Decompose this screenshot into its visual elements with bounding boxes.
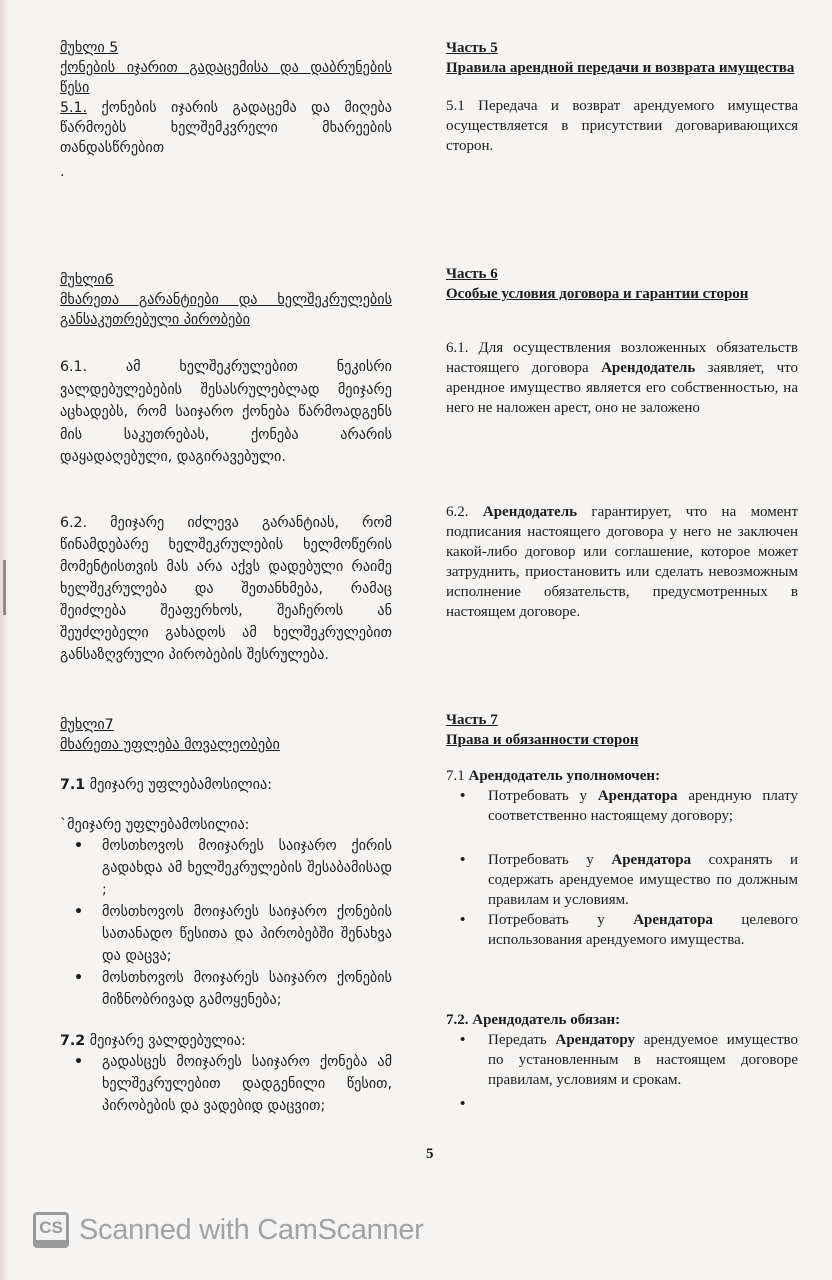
ru-part-7 (446, 710, 798, 950)
ka-article-5-subtitle: ქონების იჯარით გადაცემისა და დაბრუნების წესი (60, 60, 392, 96)
list-item-text: Передать (488, 1032, 556, 1048)
list-item: • მოსთხოვოს მოიჯარეს საიჯარო ქონების მიზნობრივად გამოყენება; (102, 967, 392, 1011)
ka-clause-7-1-text: მეიჯარე უფლებამოსილია: (85, 777, 272, 793)
ka-article-7-title: მუხლი7 (60, 717, 114, 733)
ka-article-6 (60, 270, 392, 469)
list-item-text: Потребовать у (488, 912, 634, 928)
ka-article-7-subtitle: მხარეთა უფლება მოვალეობები (60, 737, 280, 753)
list-item (488, 786, 798, 826)
ka-clause-7-2-block (60, 1031, 392, 1117)
camscanner-logo-icon: CS (33, 1212, 69, 1248)
list-item-text: Потребовать у (488, 788, 598, 804)
ka-article-7 (60, 715, 392, 1011)
ru-clause-6-2-text-a: 6.2. (446, 504, 483, 520)
list-item-bold: Арендатора (633, 912, 713, 928)
ru-clause-7-1-list (446, 786, 798, 950)
ru-clause-7-1 (446, 766, 798, 786)
ru-part-5-title: Часть 5 (446, 40, 498, 56)
ru-clause-6-1-text-b: заявляет, что арендное имущество является его собственностью, на него не наложен арест, оно не заложено (446, 360, 798, 416)
ka-article-5 (60, 38, 392, 182)
ru-clause-7-1-number: 7.1 (446, 768, 469, 784)
ka-clause-7-1-list (60, 835, 392, 1011)
ka-clause-6-2: 6.2. მეიჯარე იძლევა გარანტიას, რომ წინამდებარე ხელშეკრულების ხელმოწერის მომენტისთვის მას არა აქვს დადებული რაიმე ხელშეკრულება და შეთანხმება, რამაც შეიძლება შეაფერხოს, შეაჩეროს ან შეუძლებელი გახადოს ამ ხელშეკრულებით განსაზღვრული პირობების შესრულება. (60, 515, 392, 663)
ka-clause-7-2-text: მეიჯარე ვალდებულია: (85, 1033, 246, 1049)
list-item-empty (488, 1094, 798, 1114)
ka-clause-5-1 (60, 98, 392, 158)
ru-clause-6-2-bold: Арендодатель (482, 504, 578, 520)
ka-clause-7-1-repeat: `მეიჯარე უფლებამოსილია: (60, 817, 250, 833)
ka-article-6-subtitle: მხარეთა გარანტიები და ხელშეკრულების განსაკუთრებული პირობები (60, 292, 392, 328)
list-item: • მოსთხოვოს მოიჯარეს საიჯარო ქირის გადახდა ამ ხელშეკრულების შესაბამისად ; (102, 835, 392, 901)
ka-clause-7-1-number: 7.1 (60, 777, 86, 793)
ka-clause-7-2-list (60, 1051, 392, 1117)
list-item-bold: Арендатору (555, 1032, 635, 1048)
ru-part-7-title: Часть 7 (446, 712, 498, 728)
ru-clause-7-2-list (446, 1030, 798, 1114)
ru-clause-7-2-block (446, 1010, 798, 1114)
list-item-bold: Арендатора (597, 788, 678, 804)
ru-part-6 (446, 264, 798, 418)
ru-clause-6-2-block (446, 502, 798, 622)
page-number: 5 (426, 1146, 434, 1162)
ru-clause-6-1-text-a: 6.1. Для осуществления возложенных обязательств настоящего договора (446, 340, 798, 376)
ru-clause-6-1-bold: Арендодатель (601, 360, 696, 376)
list-item-bold: Арендатора (611, 852, 692, 868)
page-edge (0, 0, 8, 1280)
ru-clause-7-1-bold: Арендодатель уполномочен: (468, 768, 661, 784)
list-item-text: арендуемое имущество по установленным в настоящем договоре правилам, условиям и срокам. (488, 1032, 799, 1088)
list-item: • გადასცეს მოიჯარეს საიჯარო ქონება ამ ხელშეკრულებით დადგენილი წესით, პირობების და ვადებიდ დაცვით; (102, 1051, 392, 1117)
list-item (488, 1030, 798, 1090)
list-item-text: Потребовать у (488, 852, 612, 868)
ru-part-7-subtitle: Права и обязанности сторон (446, 732, 639, 748)
ru-clause-5-1: 5.1 Передача и возврат арендуемого имущества осуществляется в присутствии договаривающихся сторон. (446, 98, 798, 154)
ru-clause-7-2-bold: 7.2. Арендодатель обязан: (446, 1012, 621, 1028)
watermark-text: Scanned with CamScanner (79, 1213, 424, 1246)
binding-shadow (3, 560, 6, 615)
ka-clause-5-1-number: 5.1. (60, 100, 88, 116)
list-item (488, 850, 798, 910)
ru-clause-6-2 (446, 502, 798, 622)
ka-dot: . (60, 164, 65, 180)
ka-clause-6-2-block (60, 512, 392, 666)
ka-clause-7-2 (60, 1031, 392, 1051)
ka-clause-6-1: 6.1. ამ ხელშეკრულებით ნეკისრი ვალდებულებების შესასრულებლად მეიჯარე აცხადებს, რომ საიჯარო ქონება წარმოადგენს მის საკუთრებას, ქონება არარის დაყადაღებული, დაგირავებული. (60, 359, 392, 465)
list-item-text: целевого использования арендуемого имущества. (488, 912, 798, 948)
ru-part-5-subtitle: Правила арендной передачи и возврата имущества (446, 60, 795, 76)
list-item (488, 910, 798, 950)
ka-clause-7-2-number: 7.2 (60, 1033, 86, 1049)
ru-part-5 (446, 38, 798, 156)
ru-part-6-subtitle: Особые условия договора и гарантии сторон (446, 286, 749, 302)
ka-article-5-title: მუხლი 5 (60, 40, 119, 56)
ka-clause-5-1-text: ქონების იჯარის გადაცემა და მიღება წარმოებს ხელშემკვრელი მხარეების თანდასწრებით (60, 100, 392, 156)
ka-clause-7-1 (60, 775, 392, 795)
camscanner-watermark (33, 1212, 424, 1248)
list-item-text: сохранять и содержать арендуемое имущество по должным правилам и условиям. (488, 852, 799, 908)
ru-part-6-title: Часть 6 (446, 266, 498, 282)
ka-article-6-title: მუხლი6 (60, 272, 114, 288)
list-item-text: арендную плату соответственно настоящему договору; (488, 788, 798, 824)
ru-clause-7-2 (446, 1010, 798, 1030)
ru-clause-6-2-text-b: гарантирует, что на момент подписания настоящего договора у него не заключен какой-либо договор или соглашение, которое может затруднить, приостановить или сделать невозможным исполнение обязательств, предусмотренных в настоящем договоре. (446, 504, 799, 620)
list-item: • მოსთხოვოს მოიჯარეს საიჯარო ქონების სათანადო წესითა და პირობებში შენახვა და დაცვა; (102, 901, 392, 967)
ru-clause-6-1 (446, 338, 798, 418)
